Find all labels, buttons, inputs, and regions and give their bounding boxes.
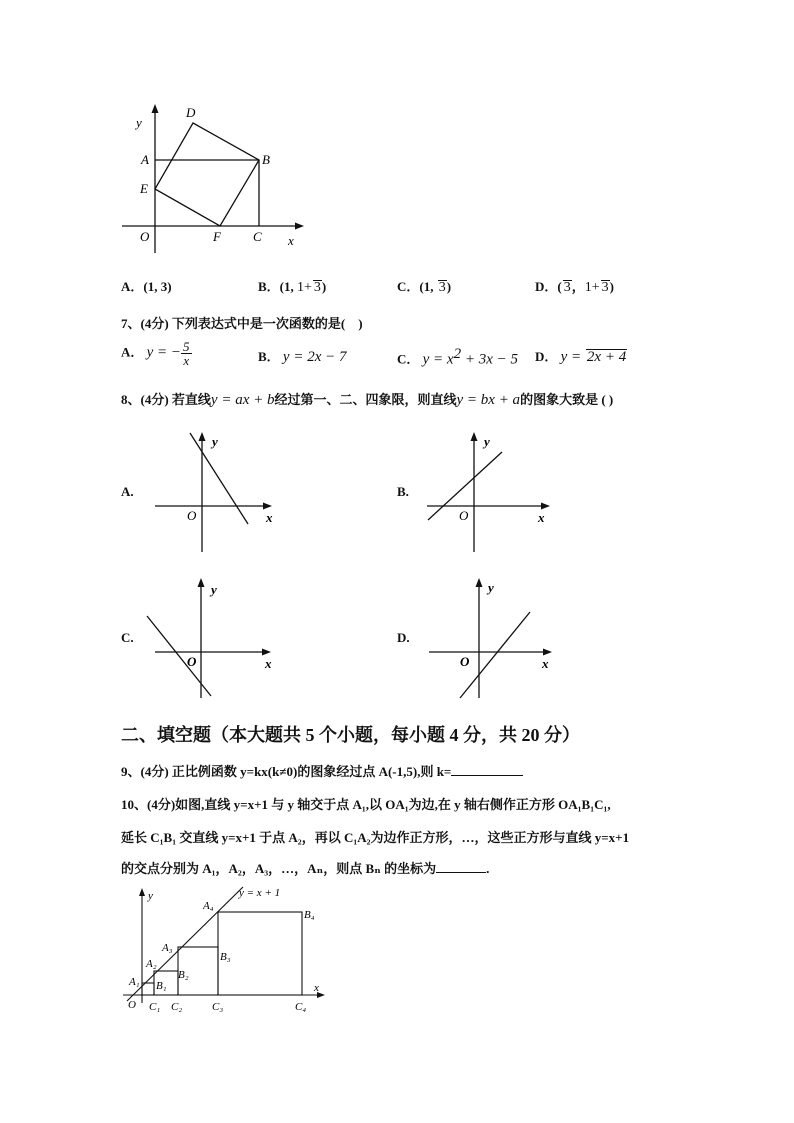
axis-x-label: x [538, 510, 545, 525]
label-O: O [128, 999, 136, 1011]
graph-line [190, 433, 248, 524]
q8-stem [121, 389, 613, 409]
option-letter: C． [397, 279, 420, 294]
label-A2: A₂ [146, 958, 157, 970]
option-num: 1+ [297, 280, 312, 295]
square-4 [218, 912, 302, 995]
q8-option-c-label[interactable]: C. [121, 630, 134, 645]
option-value-pre: ( [557, 279, 562, 294]
origin-label: O [187, 654, 197, 669]
axis-y-label: y [211, 582, 217, 597]
label-B: B [262, 152, 270, 167]
option-expr-post: + 3x − 5 [461, 351, 518, 368]
label-B3: B₃ [220, 951, 231, 963]
section-heading: 二、填空题（本大题共 5 个小题，每小题 4 分，共 20 分） [121, 725, 580, 745]
q7-option-b[interactable] [258, 346, 346, 366]
graph-line [460, 612, 530, 698]
q6-option-b[interactable] [258, 276, 326, 296]
q8-eq2: y = bx + a [456, 392, 521, 408]
sqrt-term: 3 [563, 280, 571, 295]
option-letter: D． [535, 349, 558, 364]
label-x: x [288, 233, 294, 248]
line-label: y = x + 1 [239, 887, 281, 899]
q10-figure [115, 883, 340, 1018]
q10-answer-blank[interactable] [436, 872, 486, 873]
q8-option-d-label[interactable]: D. [397, 630, 410, 645]
label-y: y [136, 115, 142, 130]
q8-graph-b[interactable] [422, 428, 557, 558]
label-B2: B₂ [178, 969, 189, 981]
q6-figure [110, 95, 320, 260]
label-C1: C₁ [149, 1001, 161, 1013]
label-A1: A₁ [129, 976, 140, 988]
option-letter: A． [121, 344, 144, 360]
label-C: C [253, 229, 262, 244]
option-value-post: ) [446, 279, 452, 294]
axis-x-label: x [266, 510, 273, 525]
line-y-equals-x-plus-1 [127, 887, 243, 1001]
option-letter: D． [535, 279, 558, 294]
sqrt-term: 3 [438, 280, 446, 295]
label-C3: C₃ [212, 1001, 224, 1013]
option-value-pre: (1, [279, 279, 294, 294]
q8-stem-mid: 经过第一、二、四象限，则直线 [274, 392, 457, 407]
option-num: 1+ [584, 280, 600, 295]
q9-stem [121, 761, 523, 780]
origin-label: O [187, 508, 197, 523]
axis-x-label: x [265, 656, 272, 671]
origin-label: O [459, 508, 469, 523]
label-B4: B₄ [304, 909, 315, 921]
q7-option-d[interactable] [535, 346, 627, 366]
label-A: A [141, 152, 149, 167]
numerator: 5 [183, 339, 190, 354]
q10-line3-text: 的交点分别为 A₁，A₂，A₃，…，Aₙ，则点 Bₙ 的坐标为 [121, 861, 437, 876]
q10-line2: 延长 C₁B₁ 交直线 y=x+1 于点 A₂，再以 C₁A₂为边作正方形，…，这些正方形与直线 y=x+1 [121, 830, 630, 845]
option-expr: y = − [146, 344, 182, 361]
q10-period: . [486, 861, 490, 876]
x-axis-arrow [295, 223, 304, 230]
q9-text: 9、(4分) 正比例函数 y=kx(k≠0)的图象经过点 A(-1,5),则 k= [121, 764, 452, 779]
option-letter: B． [258, 349, 280, 364]
q8-graph-c[interactable] [145, 574, 280, 704]
q10-line1: 10、(4分)如图,直线 y=x+1 与 y 轴交于点 A₁,以 OA₁为边,在 y 轴右侧作正方形 OA₁B₁C₁, [121, 797, 611, 812]
q9-answer-blank[interactable] [451, 775, 523, 776]
x-axis-arrow [543, 649, 552, 656]
option-letter: B． [258, 279, 280, 294]
label-C4: C₄ [295, 1001, 307, 1013]
label-D: D [186, 105, 196, 120]
label-F: F [213, 229, 221, 244]
option-expr: y = [560, 349, 585, 365]
label-A4: A₄ [203, 900, 214, 912]
label-C2: C₂ [171, 1001, 183, 1013]
option-value-post: ) [321, 279, 327, 294]
sqrt-term: 2x + 4 [586, 349, 627, 365]
q6-option-a[interactable] [121, 276, 172, 295]
q8-graph-a[interactable] [150, 428, 280, 558]
label-E: E [140, 181, 148, 196]
sqrt-term: 3 [601, 280, 609, 295]
y-axis-arrow [198, 578, 205, 587]
option-value-mid: ， [571, 279, 585, 294]
axis-y-label: y [212, 434, 218, 449]
q8-option-a-label[interactable]: A. [121, 484, 134, 499]
option-value: (1, 3) [143, 279, 172, 294]
q6-option-c[interactable] [397, 276, 451, 295]
axis-y-label: y [484, 434, 490, 449]
axis-x-label: x [542, 656, 549, 671]
option-expr: y = 2x − 7 [282, 349, 347, 365]
y-axis-arrow [471, 432, 478, 441]
q6-option-d[interactable] [535, 276, 614, 296]
q8-option-b-label[interactable]: B. [397, 484, 409, 499]
q7-stem: 7、(4分) 下列表达式中是一次函数的是( ) [121, 316, 363, 331]
q7-option-c[interactable] [397, 346, 518, 368]
y-axis-arrow [139, 888, 145, 896]
exponent: 2 [453, 346, 462, 362]
q7-option-a[interactable] [121, 340, 192, 367]
denominator: x [183, 353, 190, 368]
option-expr-pre: y = x [422, 351, 454, 368]
label-B1: B₁ [156, 980, 167, 992]
x-axis-arrow [263, 503, 272, 510]
label-x: x [314, 982, 319, 994]
q8-graph-d[interactable] [424, 574, 559, 704]
option-letter: C． [397, 351, 420, 367]
q8-stem-post: 的图象大致是 ( ) [520, 392, 614, 407]
label-y: y [148, 890, 153, 902]
axis-y-label: y [488, 580, 494, 595]
x-axis-arrow [541, 503, 550, 510]
fraction [181, 340, 192, 367]
origin-label: O [460, 654, 470, 669]
option-value-post: ) [609, 279, 614, 294]
label-O: O [140, 229, 150, 244]
y-axis-arrow [199, 432, 206, 441]
y-axis-arrow [476, 578, 483, 587]
sqrt-term: 3 [313, 280, 321, 295]
q8-stem-pre: 8、(4分) 若直线 [121, 392, 211, 407]
option-value-pre: (1, [419, 279, 434, 294]
label-A3: A₃ [162, 942, 173, 954]
q10-line3 [121, 858, 489, 877]
x-axis-arrow [262, 649, 271, 656]
q8-eq1: y = ax + b [210, 392, 275, 408]
square-debf [155, 123, 259, 226]
y-axis-arrow [152, 104, 159, 113]
option-letter: A． [121, 279, 144, 294]
